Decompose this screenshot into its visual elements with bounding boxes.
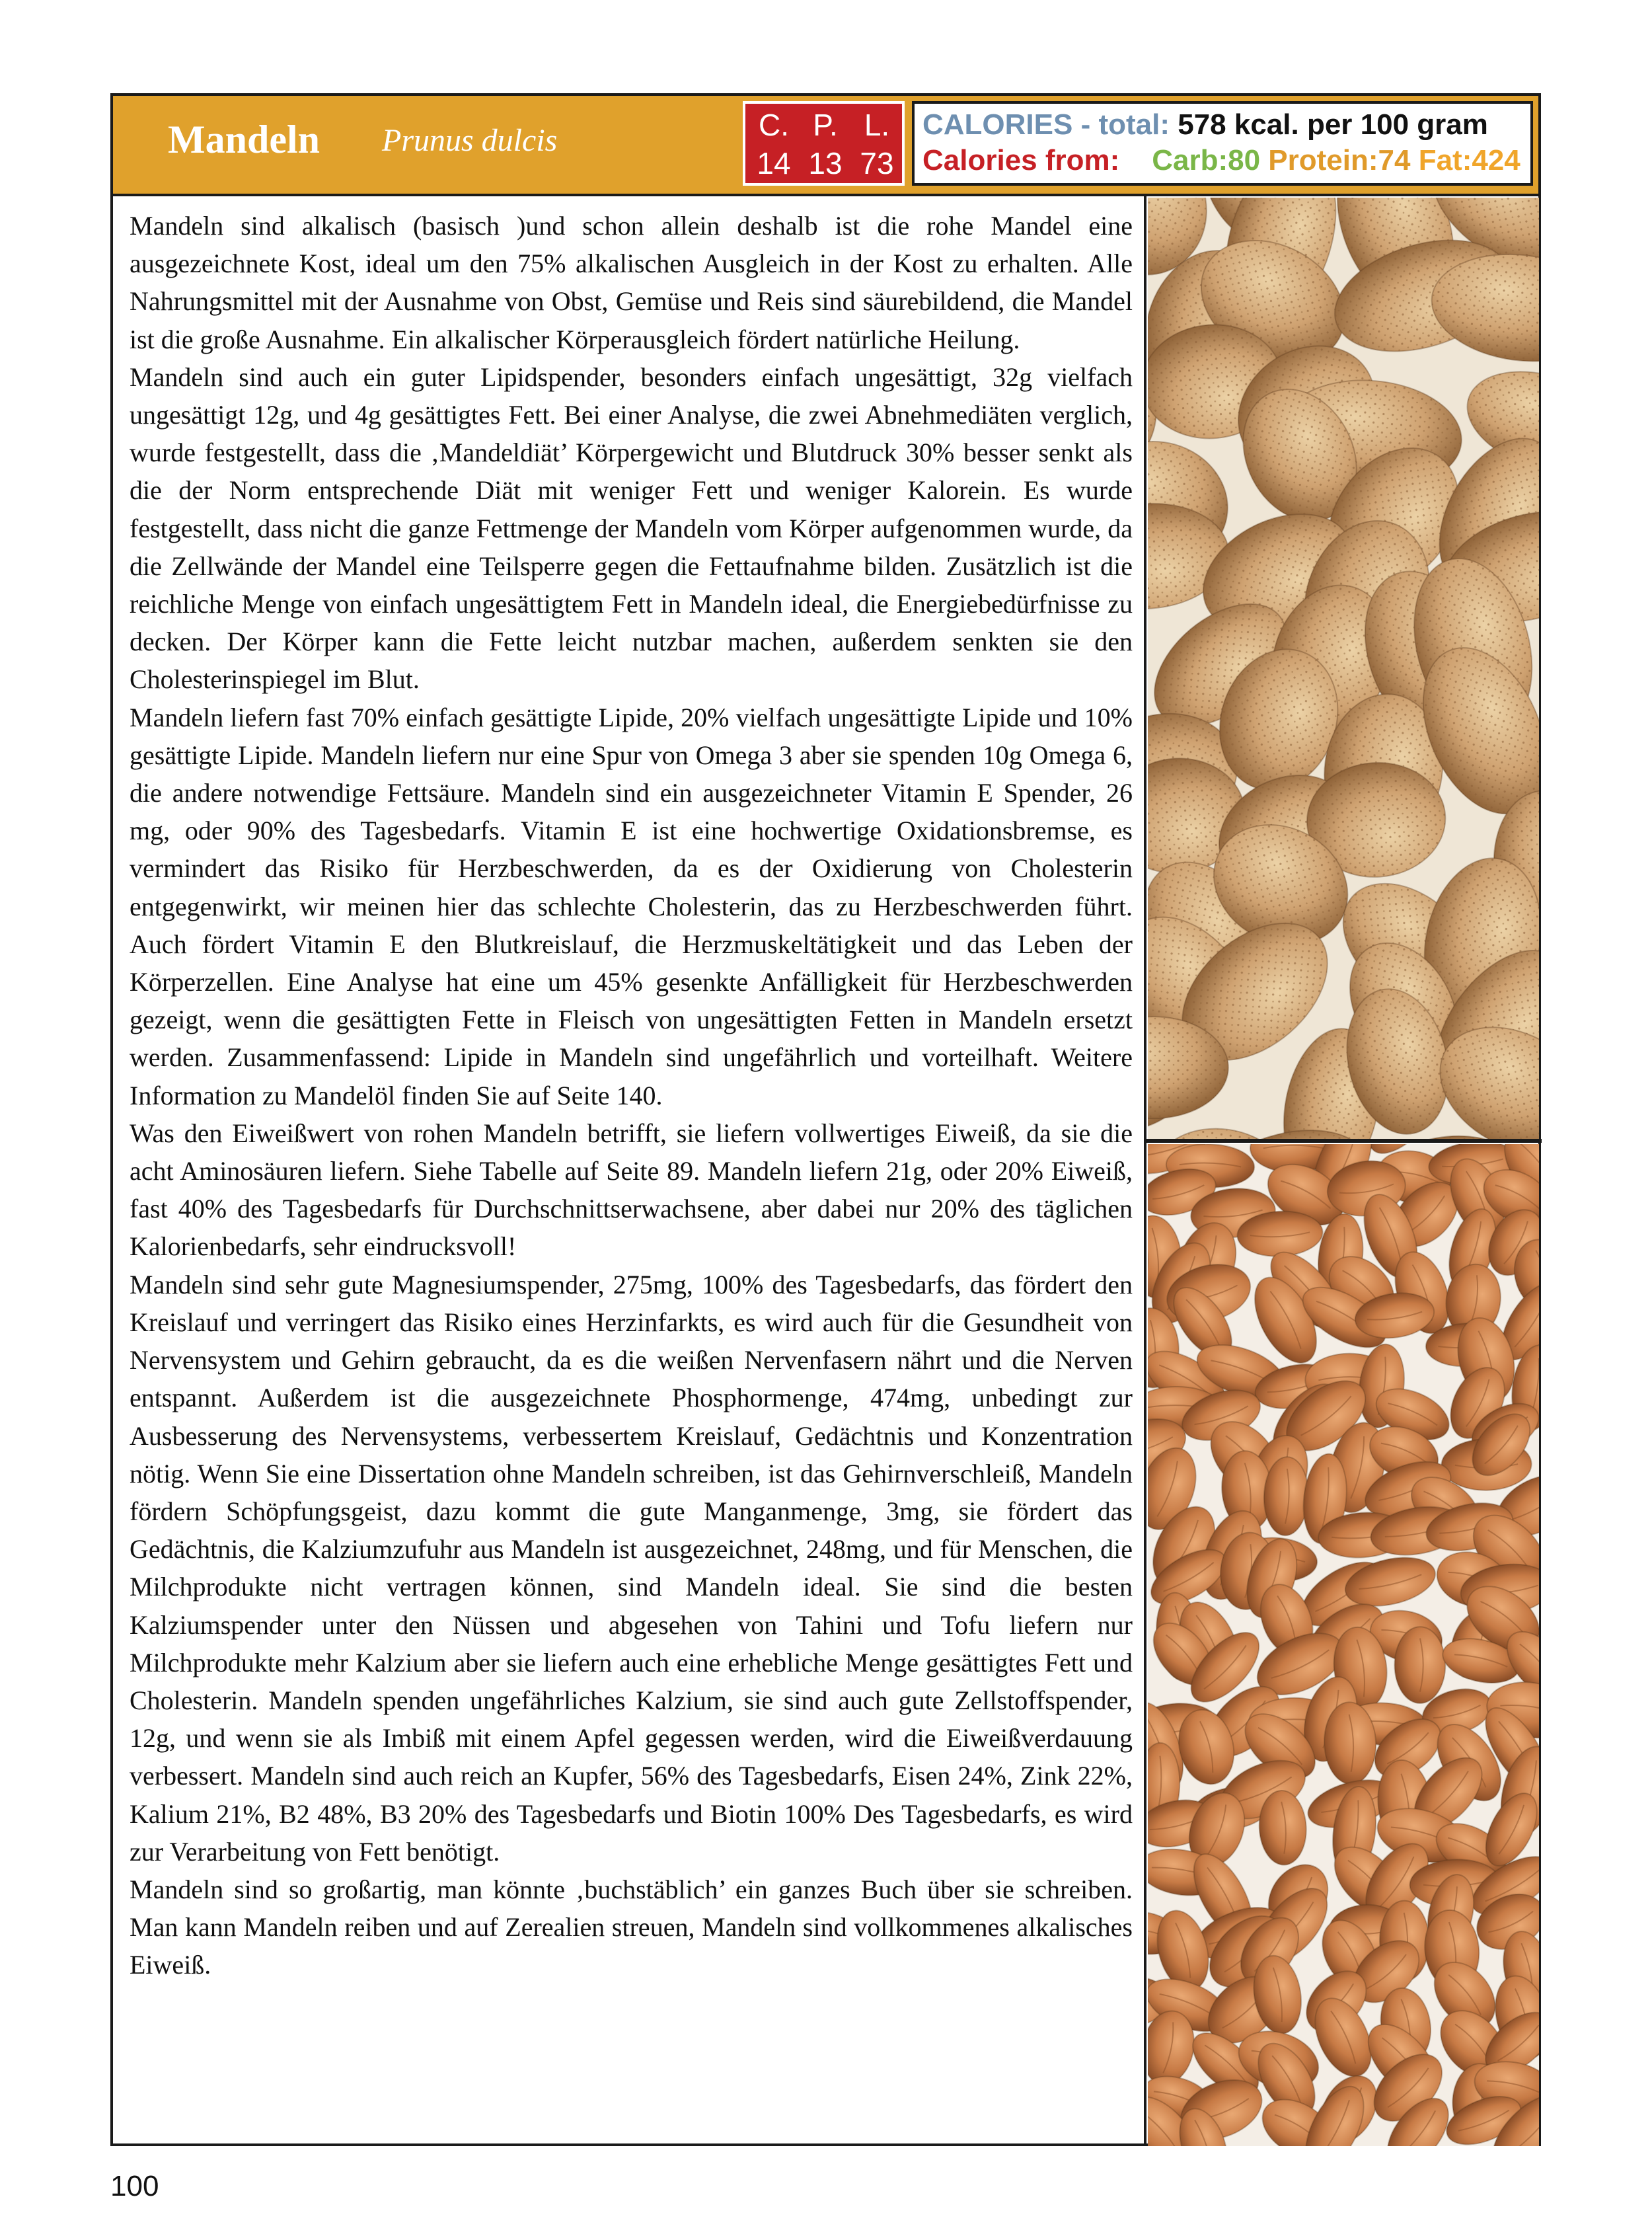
calories-from-line <box>922 142 1521 179</box>
calories-total-line <box>922 106 1488 143</box>
cpl-value-carb: 14 <box>757 146 791 180</box>
calories-from-label: Calories from: <box>922 144 1120 176</box>
paragraph-conclusion: Mandeln sind so großartig, man könnte ‚buchstäblich’ ein ganzes Buch über sie schreiben. Man kann Mandeln reiben und auf Zerealien streuen, Mandeln sind vollkommenes alkalisches Eiweiß. <box>130 1874 1133 1980</box>
page-number: 100 <box>110 2170 159 2202</box>
calories-carb: Carb:80 <box>1152 144 1261 176</box>
calories-total-value: 578 kcal. per 100 gram <box>1178 108 1488 141</box>
column-divider <box>1144 194 1146 2146</box>
header-bar <box>113 96 1538 196</box>
page-title: Mandeln <box>168 118 320 161</box>
cpl-label-carb: C. <box>759 108 789 142</box>
cpl-label-protein: P. <box>813 108 838 142</box>
paragraph-vitamin-e: Mandeln liefern fast 70% einfach gesättigte Lipide, 20% vielfach ungesättigte Lipide und 10% gesättigte Lipide. Mandeln liefern nur eine Spur von Omega 3 aber sie spenden 10g Omega 6, die andere notwendige Fettsäure. Mandeln sind ein ausgezeichneter Vitamin E Spender, 26 mg, oder 90% des Tagesbedarfs. Vitamin E ist eine hochwertige Oxidationsbremse, es vermindert das Risiko für Herzbeschwerden, da es der Oxidierung von Cholesterin entgegenwirkt, wir meinen hier das schlechte Cholesterin, das zu Herzbeschwerden führt. Auch fördert Vitamin E den Blutkreislauf, die Herzmuskeltätigkeit und das Leben der Körperzellen. Eine Analyse hat eine um 45% gesenkte Anfälligkeit für Herzbeschwerden gezeigt, wenn die gesättigten Fette in Fleisch von ungesättigten Fetten in Mandeln ersetzt werden. Zusammenfassend: Lipide in Mandeln sind ungefährlich und vorteilhaft. Weitere Information zu Mandelöl finden Sie auf Seite 140. <box>130 702 1133 1110</box>
photo-divider <box>1145 1139 1542 1143</box>
paragraph-minerals: Mandeln sind sehr gute Magnesiumspender, 275mg, 100% des Tagesbedarfs, das fördert den Kreislauf und verringert das Risiko eines Herzinfarkts, es wird auch für die Gesundheit von Nervensystem und Gehirn gebraucht, da es die weißen Nervenfasern nährt und die Nerven entspannt. Außerdem ist die ausgezeichnete Phosphormenge, 474mg, unbedingt zur Ausbesserung des Nervensystems, verbessertem Kreislauf, Gedächtnis und Konzentration nötig. Wenn Sie eine Dissertation ohne Mandeln schreiben, ist das Gehirnverschleiß, Mandeln fördern Schöpfungsgeist, dazu kommt die gute Manganmenge, 3mg, sie fördert das Gedächtnis, die Kalziumzufuhr aus Mandeln ist ausgezeichnet, 248mg, und für Menschen, die Milchprodukte nicht vertragen können, sind Mandeln ideal. Sie sind die besten Kalziumspender unter den Nüssen und abgesehen von Tahini und Tofu liefern nur Milchprodukte mehr Kalzium aber sie liefern auch eine erhebliche Menge gesättigtes Fett und Cholesterin. Mandeln spenden ungefährliches Kalzium, sie sind auch gute Zellstoffspender, 12g, und wenn sie als Imbiß mit einem Apfel gegessen werden, wird die Eiweißverdauung verbessert. Mandeln sind auch reich an Kupfer, 56% des Tagesbedarfs, Eisen 24%, Zink 22%, Kalium 21%, B2 48%, B3 20% des Tagesbedarfs und Biotin 100% Des Tagesbedarfs, es wird zur Verarbeitung von Fett benötigt. <box>130 1269 1133 1867</box>
cpl-labels <box>745 106 902 143</box>
cpl-value-protein: 13 <box>808 146 843 180</box>
latin-name: Prunus dulcis <box>382 123 558 158</box>
cpl-box <box>743 101 905 186</box>
calories-box <box>912 101 1533 186</box>
paragraph-alkaline: Mandeln sind alkalisch (basisch )und schon allein deshalb ist die rohe Mandel eine ausgezeichnete Kost, ideal um den 75% alkalischen Ausgleich in der Kost zu erhalten. Alle Nahrungsmittel mit der Ausnahme von Obst, Gemüse und Reis sind säurebildend, die Mandel ist die große Ausnahme. Ein alkalischer Körperausgleich fördert natürliche Heilung. <box>130 211 1133 354</box>
cpl-label-lipid: L. <box>864 108 890 142</box>
article-body <box>130 207 1133 1984</box>
photo-almonds-in-shell <box>1148 198 1539 1139</box>
paragraph-lipids: Mandeln sind auch ein guter Lipidspender, besonders einfach ungesättigt, 32g vielfach ungesättigt 12g, und 4g gesättigtes Fett. Bei einer Analyse, die zwei Abnehmediäten verglich, wurde festgestellt, dass die ‚Mandeldiät’ Körpergewicht und Blutdruck 30% besser senkt als die der Norm entsprechende Diät mit weniger Fett und weniger Kalorein. Es wurde festgestellt, dass nicht die ganze Fettmenge der Mandeln vom Körper aufgenommen wurde, da die Zellwände der Mandel eine Teilsperre gegen die Fettaufnahme bilden. Zusätzlich ist die reichliche Menge von einfach ungesättigtem Fett in Mandeln ideal, die Energiebedürfnisse zu decken. Der Körper kann die Fette leicht nutzbar machen, außerdem senkten sie den Cholesterinspiegel im Blut. <box>130 362 1133 695</box>
calories-protein: Protein:74 <box>1268 144 1411 176</box>
cpl-value-lipid: 73 <box>860 146 894 180</box>
cpl-values <box>745 145 902 182</box>
page-frame <box>110 93 1541 2146</box>
calories-total-label: CALORIES - total: <box>922 108 1170 141</box>
paragraph-protein: Was den Eiweißwert von rohen Mandeln betrifft, sie liefern vollwertiges Eiweiß, da sie die acht Aminosäuren liefern. Siehe Tabelle auf Seite 89. Mandeln liefern 21g, oder 20% Eiweiß, fast 40% des Tagesbedarfs für Durchschnittserwachsene, aber dabei nur 20% des täglichen Kalorienbedarfs, sehr eindrucksvoll! <box>130 1118 1133 1262</box>
calories-fat: Fat:424 <box>1418 144 1521 176</box>
photo-shelled-almonds <box>1148 1144 1539 2146</box>
